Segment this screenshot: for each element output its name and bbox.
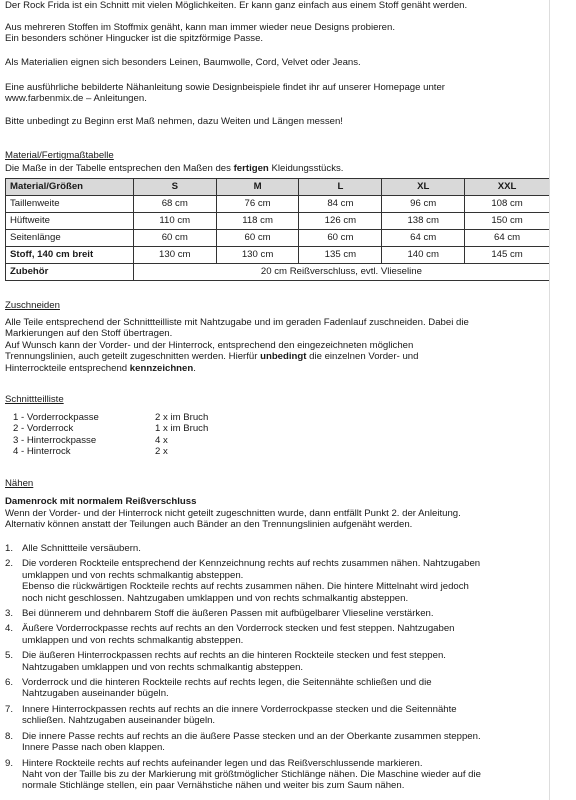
table-row	[6, 230, 550, 247]
sewing-title: Damenrock mit normalem Reißverschluss	[5, 496, 197, 507]
table-row	[6, 196, 550, 213]
body-text: Alternativ können anstatt der Teilungen auch Bänder an den Trennungslinien aufgenäht werden.	[5, 519, 413, 531]
body-text: Markierungen auf den Stoff übertragen.	[5, 328, 173, 340]
intro-line: Der Rock Frida ist ein Schnitt mit vielen Möglichkeiten. Er kann ganz einfach aus einem Stoff genäht werden.	[5, 0, 468, 11]
part-quantity: 4 x	[155, 434, 168, 446]
body-text: Trennungslinien, auch geteilt zugeschnitten werden. Hierfür	[5, 351, 261, 363]
section-heading-material: Material/Fertigmaßtabelle	[5, 150, 114, 161]
material-intro-text: Kleidungsstücks.	[268, 163, 344, 174]
part-quantity: 2 x	[155, 446, 168, 458]
list-item	[13, 446, 208, 457]
section-heading-schnittteile: Schnittteilliste	[5, 394, 64, 405]
body-text: .	[193, 362, 196, 374]
step-number: 9.	[5, 757, 14, 769]
step-number: 6.	[5, 677, 14, 689]
step-text: Nahtzugaben umklappen und von rechts schmalkantig absteppen.	[22, 661, 304, 673]
part-label: 3 - Hinterrockpasse	[13, 434, 97, 446]
part-label: 2 - Vorderrock	[13, 423, 74, 435]
table-cell: 60 cm	[133, 230, 216, 247]
pattern-parts-list	[13, 412, 208, 458]
table-header: XXL	[465, 179, 550, 196]
table-header: XL	[382, 179, 465, 196]
intro-paragraph-stoffmix	[5, 22, 395, 45]
step-item	[5, 608, 550, 619]
step-text: Nahtzugaben auseinander bügeln.	[22, 688, 169, 700]
row-label: Taillenweite	[6, 196, 134, 213]
step-text: Die innere Passe rechts auf rechts an die äußere Passe stecken und an der Oberkante zusammen steppen.	[22, 730, 481, 742]
row-label: Hüftweite	[6, 213, 134, 230]
table-cell: 110 cm	[133, 213, 216, 230]
table-cell: 130 cm	[216, 247, 299, 264]
step-text: Äußere Vorderrockpasse rechts auf rechts an den Vorderrock stecken und fest steppen. Nahtzugaben	[22, 623, 455, 635]
step-text: Die äußeren Hinterrockpassen rechts auf rechts an die hinteren Rockteile stecken und fest steppen.	[22, 650, 446, 662]
list-item	[13, 423, 208, 434]
part-label: 1 - Vorderrockpasse	[13, 412, 99, 423]
intro-paragraph-homepage	[5, 82, 445, 105]
table-cell: 68 cm	[133, 196, 216, 213]
zubehoer-value: 20 cm Reißverschluss, evtl. Vlieseline	[133, 264, 549, 281]
step-text: Hintere Rockteile rechts auf rechts aufeinander legen und das Reißverschlussende markieren.	[22, 757, 423, 769]
material-intro-text: Die Maße in der Tabelle entsprechen den Maßen des	[5, 163, 234, 174]
step-text: normale Stichlänge stellen, ein paar Vernähstiche nähen und weiter bis zum Saum nähen.	[22, 780, 405, 792]
row-label: Zubehör	[6, 264, 134, 281]
table-cell: 145 cm	[465, 247, 550, 264]
table-header: Material/Größen	[6, 179, 134, 196]
table-cell: 64 cm	[465, 230, 550, 247]
body-text: Wenn der Vorder- und der Hinterrock nicht geteilt zugeschnitten wurde, dann entfällt Punkt 2. der Anleitung.	[5, 508, 461, 519]
table-cell: 118 cm	[216, 213, 299, 230]
list-item	[13, 412, 208, 423]
table-cell: 76 cm	[216, 196, 299, 213]
body-text	[5, 363, 469, 374]
step-text: noch nicht geschlossen. Nahtzugaben umklappen und von rechts schmalkantig absteppen.	[22, 592, 409, 604]
table-row	[6, 247, 550, 264]
step-text: Alle Schnittteile versäubern.	[22, 543, 141, 554]
table-header: S	[133, 179, 216, 196]
table-cell: 150 cm	[465, 213, 550, 230]
emphasis: unbedingt	[260, 351, 307, 363]
homepage-link-text: www.farbenmix.de – Anleitungen.	[5, 93, 147, 105]
step-number: 2.	[5, 558, 14, 570]
body-text: die einzelnen Vorder- und	[306, 351, 419, 363]
step-text: Vorderrock und die hinteren Rockteile rechts auf rechts legen, die Seitennähte schließen und die	[22, 677, 432, 689]
step-text: Naht von der Taille bis zu der Markierung mit größtmöglicher Stichlänge nähen. Die Maschine wieder auf die	[22, 768, 481, 780]
table-row	[6, 213, 550, 230]
table-cell: 126 cm	[299, 213, 382, 230]
material-intro	[5, 163, 343, 174]
intro-measure-note: Bitte unbedingt zu Beginn erst Maß nehmen, dazu Weiten und Längen messen!	[5, 116, 343, 127]
intro-materials: Als Materialien eignen sich besonders Leinen, Baumwolle, Cord, Velvet oder Jeans.	[5, 57, 361, 68]
sewing-steps-list	[5, 543, 550, 792]
table-cell: 60 cm	[216, 230, 299, 247]
step-item	[5, 731, 550, 754]
table-cell: 130 cm	[133, 247, 216, 264]
step-item	[5, 543, 550, 554]
step-item	[5, 623, 550, 646]
table-cell: 96 cm	[382, 196, 465, 213]
body-text: Auf Wunsch kann der Vorder- und der Hinterrock, entsprechend den eingezeichneten möglichen	[5, 339, 414, 351]
table-header: L	[299, 179, 382, 196]
table-row-zubehoer	[6, 264, 550, 281]
table-cell: 64 cm	[382, 230, 465, 247]
body-text: Hinterrockteile entsprechend	[5, 362, 130, 374]
table-cell: 138 cm	[382, 213, 465, 230]
step-item	[5, 677, 550, 700]
step-text: umklappen und von rechts schmalkantig absteppen.	[22, 634, 244, 646]
row-label: Seitenlänge	[6, 230, 134, 247]
table-cell: 108 cm	[465, 196, 550, 213]
step-number: 3.	[5, 608, 14, 620]
step-text: Innere Hinterrockpassen rechts auf rechts an die innere Vorderrockpasse stecken und die Seitennähte	[22, 703, 457, 715]
step-item	[5, 558, 550, 604]
table-cell: 84 cm	[299, 196, 382, 213]
step-text: Bei dünnerem und dehnbarem Stoff die äußeren Passen mit aufbügelbarer Vlieseline verstärken.	[22, 608, 434, 620]
body-text: Alle Teile entsprechend der Schnittteilliste mit Nahtzugabe und im geraden Fadenlauf zuschneiden. Dabei die	[5, 317, 469, 328]
table-cell: 140 cm	[382, 247, 465, 264]
step-text: schließen. Nahtzugaben auseinander bügeln.	[22, 715, 216, 727]
size-table-header-row	[6, 179, 550, 196]
section-heading-zuschneiden: Zuschneiden	[5, 300, 60, 311]
intro-text: Eine ausführliche bebilderte Nähanleitung sowie Designbeispiele findet ihr auf unserer Homepage unter	[5, 82, 445, 93]
table-header: M	[216, 179, 299, 196]
step-text: Ebenso die rückwärtigen Rockteile rechts auf rechts zusammen nähen. Die hintere Mittelnaht wird jedoch	[22, 581, 469, 593]
step-number: 1.	[5, 543, 14, 554]
step-item	[5, 704, 550, 727]
step-number: 7.	[5, 703, 14, 715]
body-text	[5, 351, 469, 362]
part-quantity: 2 x im Bruch	[155, 412, 209, 423]
step-number: 4.	[5, 623, 14, 635]
part-quantity: 1 x im Bruch	[155, 423, 209, 435]
section-heading-naehen: Nähen	[5, 478, 34, 489]
intro-text: Ein besonders schöner Hingucker ist die spitzförmige Passe.	[5, 33, 264, 45]
table-cell: 60 cm	[299, 230, 382, 247]
zuschneiden-text	[5, 317, 469, 374]
part-label: 4 - Hinterrock	[13, 446, 71, 458]
size-table	[5, 178, 550, 281]
step-item	[5, 650, 550, 673]
step-number: 8.	[5, 730, 14, 742]
row-label: Stoff, 140 cm breit	[6, 247, 134, 264]
material-intro-emphasis: fertigen	[233, 163, 269, 174]
page-edge	[549, 0, 576, 800]
intro-text: Aus mehreren Stoffen im Stoffmix genäht, kann man immer wieder neue Designs probieren.	[5, 22, 395, 33]
step-number: 5.	[5, 650, 14, 662]
step-text: Die vorderen Rockteile entsprechend der Kennzeichnung rechts auf rechts zusammen nähen. Nahtzugaben	[22, 558, 481, 570]
list-item	[13, 435, 208, 446]
step-text: Innere Passe nach oben klappen.	[22, 742, 165, 754]
sewing-intro	[5, 508, 461, 531]
step-text: umklappen und von rechts schmalkantig absteppen.	[22, 569, 244, 581]
table-cell: 135 cm	[299, 247, 382, 264]
emphasis: kennzeichnen	[129, 362, 194, 374]
step-item	[5, 758, 550, 792]
